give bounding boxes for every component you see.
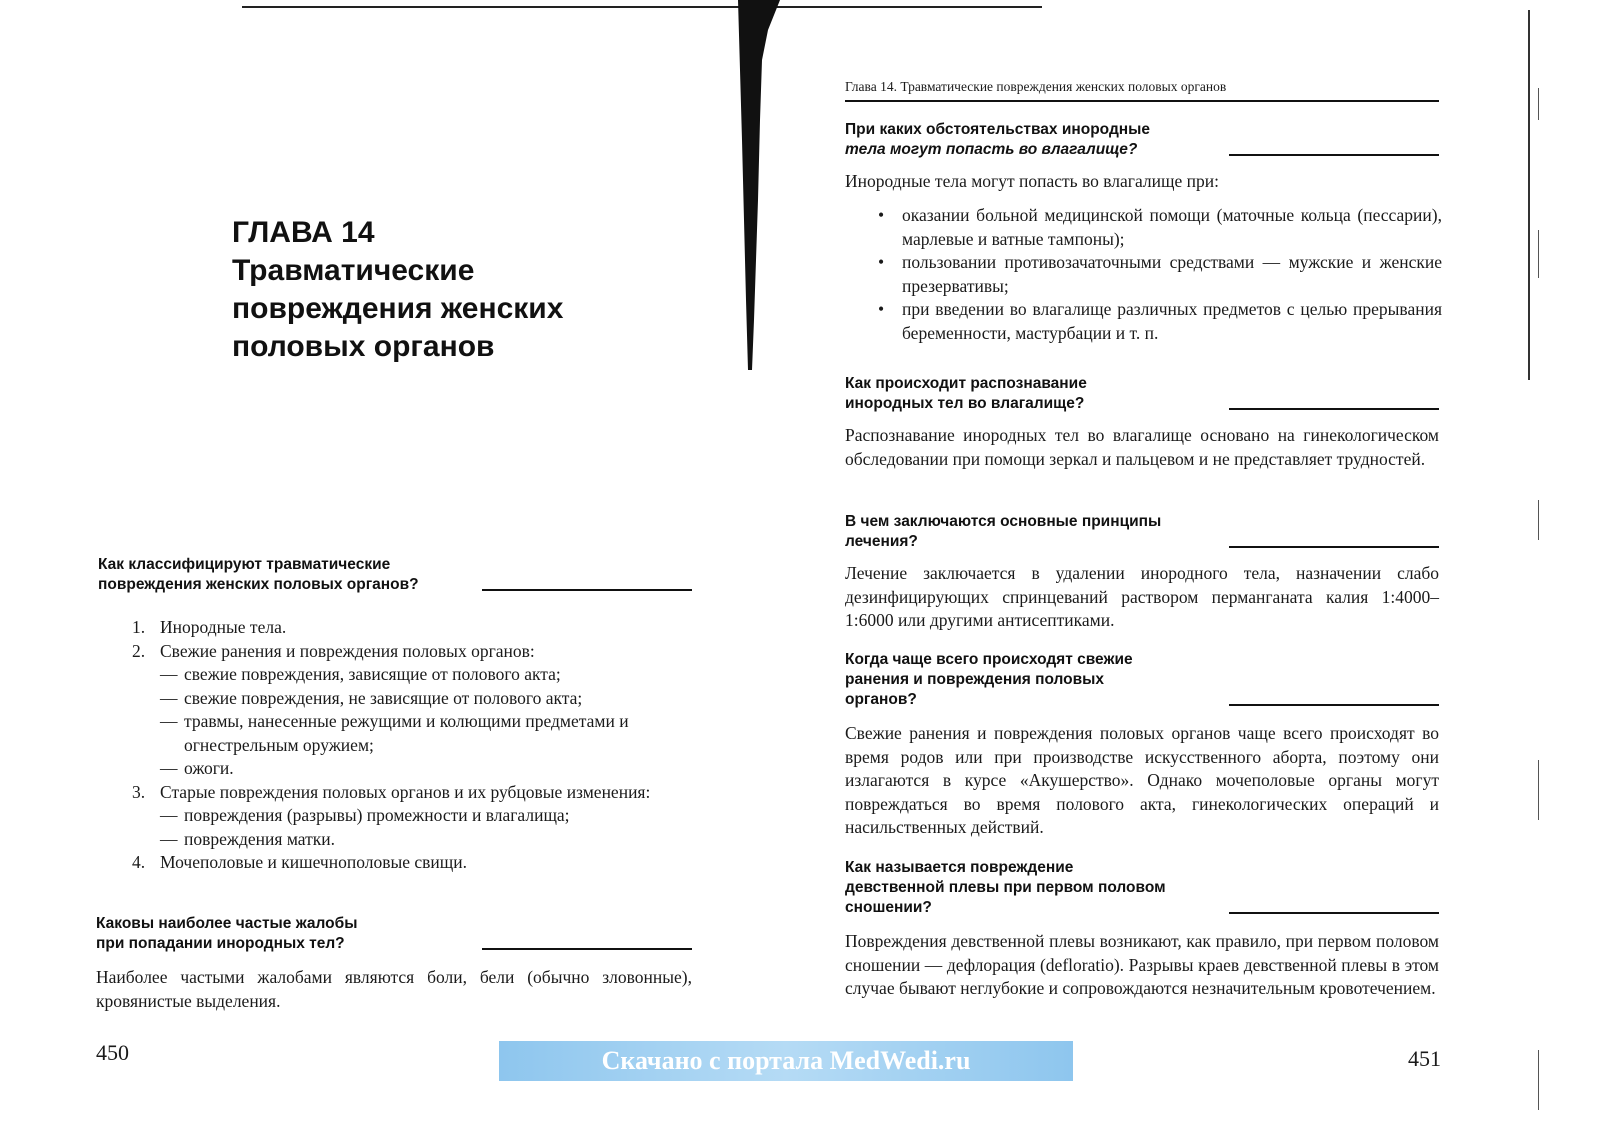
question-line: сношении? xyxy=(845,899,932,916)
question-line: тела могут попасть во влагалище? xyxy=(845,141,1138,158)
question-line: Как происходит распознавание xyxy=(845,375,1087,392)
heading-rule xyxy=(1229,912,1439,914)
question-heading xyxy=(845,120,1439,160)
scan-top-edge xyxy=(242,6,1042,8)
list-item: 4. Мочеполовые и кишечнополовые свищи. xyxy=(132,852,467,872)
classification-list xyxy=(132,616,702,875)
question-line: Как называется повреждение xyxy=(845,859,1074,876)
heading-rule xyxy=(1229,408,1439,410)
heading-rule xyxy=(1229,704,1439,706)
heading-rule xyxy=(482,948,692,950)
answer-paragraph: Повреждения девственной плевы возникают, как правило, при первом половом сношении — дефлорация (defloratio). Разрывы краев девственной плевы в этом случае бывают неглубокие и сопровождаются незначительным кровотечением. xyxy=(845,931,1439,998)
page-number-left: 450 xyxy=(96,1040,129,1065)
answer-paragraph: Лечение заключается в удалении инородного тела, назначении слабо дезинфицирующих спринцеваний раствором перманганата калия 1:4000–1:6000 или другими антисептиками. xyxy=(845,563,1439,630)
chapter-title-line: Травматические xyxy=(232,254,475,287)
chapter-title-line: повреждения женских xyxy=(232,292,564,325)
page-edge-line xyxy=(1528,10,1530,380)
chapter-number: ГЛАВА 14 xyxy=(232,216,375,249)
bullet-item: • при введении во влагалище различных предметов с целью прерывания беременности, мастурбации и т. п. xyxy=(878,299,1442,343)
question-heading xyxy=(845,650,1439,710)
sub-item: — свежие повреждения, не зависящие от полового акта; xyxy=(160,687,583,708)
question-line: повреждения женских половых органов? xyxy=(98,576,419,593)
sub-item: — травмы, нанесенные режущими и колющими предметами и огнестрельным оружием; xyxy=(160,711,629,755)
list-item: 3. Старые повреждения половых органов и их рубцовые изменения: — повреждения (разрывы) промежности и влагалища; — повреждения матки. xyxy=(132,781,702,852)
question-line: Каковы наиболее частые жалобы xyxy=(96,915,358,932)
question-line: лечения? xyxy=(845,533,918,550)
list-item: 1. Инородные тела. xyxy=(132,617,287,637)
sub-item: — повреждения матки. xyxy=(160,828,335,849)
edge-mark xyxy=(1538,88,1539,120)
answer-paragraph: Наиболее частыми жалобами являются боли, бели (обычно зловонные), кровянистые выделения. xyxy=(96,967,692,1011)
edge-mark xyxy=(1538,760,1539,820)
chapter-heading xyxy=(232,214,692,366)
book-gutter-shadow xyxy=(738,0,780,370)
answer-paragraph: Распознавание инородных тел во влагалище основано на гинекологическом обследовании при помощи зеркал и пальцевом и не представляет трудностей. xyxy=(845,425,1439,469)
question-line: Когда чаще всего происходят свежие xyxy=(845,651,1133,668)
bullet-item: • оказании больной медицинской помощи (маточные кольца (пессарии), марлевые и ватные тампоны); xyxy=(878,205,1442,249)
running-head: Глава 14. Травматические повреждения женских половых органов xyxy=(845,78,1439,102)
sub-item: — свежие повреждения, зависящие от полового акта; xyxy=(160,664,561,684)
sub-item: — повреждения (разрывы) промежности и влагалища; xyxy=(160,805,570,825)
page-number-right: 451 xyxy=(1408,1046,1441,1071)
question-line: В чем заключаются основные принципы xyxy=(845,513,1162,530)
answer-paragraph: Свежие ранения и повреждения половых органов чаще всего происходят во время родов или при производстве искусственного аборта, поэтому они излагаются в курсе «Акушерство». Однако мочеполовые органы могут повреждаться во время полового акта, гинекологических операций и насильственных действий. xyxy=(845,723,1439,837)
question-line: органов? xyxy=(845,691,917,708)
question-heading xyxy=(98,555,692,595)
question-heading xyxy=(845,512,1439,552)
question-line: при попадании инородных тел? xyxy=(96,935,345,952)
edge-mark xyxy=(1538,500,1539,540)
question-line: инородных тел во влагалище? xyxy=(845,395,1085,412)
answer-intro: Инородные тела могут попасть во влагалище при: xyxy=(845,171,1219,191)
edge-mark xyxy=(1538,1050,1539,1110)
question-line: При каких обстоятельствах инородные xyxy=(845,121,1151,138)
question-line: Как классифицируют травматические xyxy=(98,556,391,573)
question-heading xyxy=(845,858,1439,918)
bullet-list xyxy=(872,204,1442,345)
heading-rule xyxy=(482,589,692,591)
question-heading xyxy=(96,914,692,954)
question-line: ранения и повреждения половых xyxy=(845,671,1105,688)
heading-rule xyxy=(1229,154,1439,156)
bullet-item: • пользовании противозачаточными средствами — мужские и женские презервативы; xyxy=(878,252,1442,296)
chapter-title-line: половых органов xyxy=(232,330,495,363)
watermark-banner: Скачано с портала MedWedi.ru xyxy=(499,1041,1073,1081)
question-heading xyxy=(845,374,1439,414)
edge-mark xyxy=(1538,230,1539,278)
question-line: девственной плевы при первом половом xyxy=(845,879,1166,896)
sub-item: — ожоги. xyxy=(160,758,234,778)
list-item: 2. Свежие ранения и повреждения половых органов: — свежие повреждения, зависящие от полового акта; — свежие повреждения, не зависящие от полового акта; — травмы, нанесенные режущими и колющими предметами и огнестрельным оружием; — ожоги. xyxy=(132,640,702,781)
heading-rule xyxy=(1229,546,1439,548)
